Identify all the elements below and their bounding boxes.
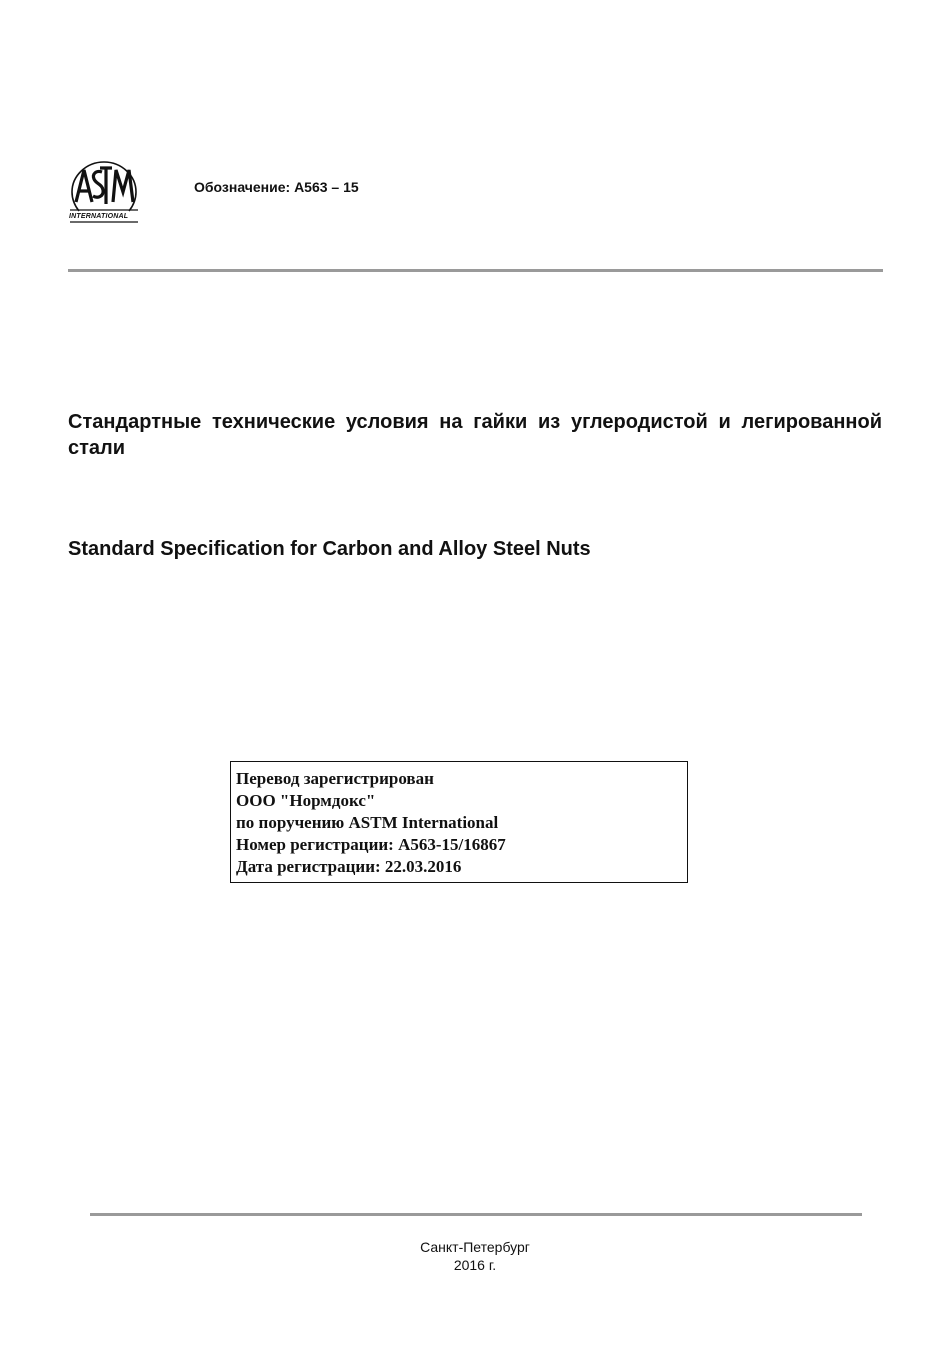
document-designation: Обозначение: A563 – 15 <box>194 179 359 195</box>
header-divider <box>68 269 883 272</box>
footer-year: 2016 г. <box>453 1257 497 1273</box>
registration-line: Перевод зарегистрирован <box>236 769 434 788</box>
footer-city: Санкт-Петербург <box>420 1239 530 1255</box>
registration-box <box>230 761 688 883</box>
registration-line: ООО "Нормдокс" <box>236 791 376 810</box>
title-russian: Стандартные технические условия на гайки из углеродистой и легированной стали <box>68 411 882 459</box>
registration-line: по поручению ASTM International <box>236 813 499 832</box>
registration-line: Дата регистрации: 22.03.2016 <box>236 857 462 876</box>
footer-divider <box>90 1213 862 1216</box>
logo-wordmark: INTERNATIONAL <box>69 213 129 220</box>
registration-line: Номер регистрации: A563-15/16867 <box>236 835 506 854</box>
title-english: Standard Specification for Carbon and Alloy Steel Nuts <box>68 538 591 560</box>
